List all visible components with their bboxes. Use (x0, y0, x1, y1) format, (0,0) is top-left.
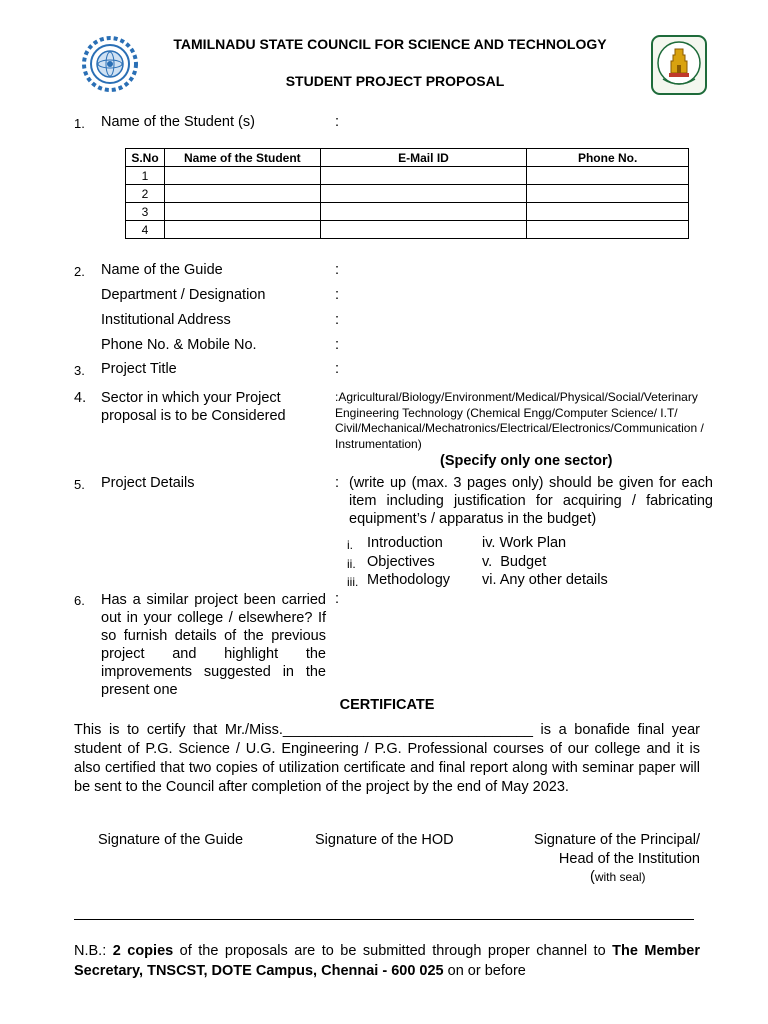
nb-text: of the proposals are to be submitted through proper channel to (173, 943, 613, 959)
phone-cell[interactable] (527, 167, 689, 185)
email-cell[interactable] (320, 221, 527, 239)
colon: : (335, 312, 340, 328)
list-item: v. Budget (482, 554, 547, 570)
student-name-cell[interactable] (164, 167, 320, 185)
certificate-heading: CERTIFICATE (339, 697, 435, 713)
row-number: 2 (126, 185, 165, 203)
certificate-body: This is to certify that Mr./Miss._______________________________ is a bonafide final year student of P.G. Science / U.G. Engineering / P.G. Professional courses of our college and it is also certified that two copies of utilization certificate and final report along with seminar paper will be sent to the Council after completion of the project by the end of May 2023. (74, 722, 700, 795)
table-header-row (126, 149, 689, 167)
column-header: Name of the Student (164, 149, 320, 167)
list-item: iv. Work Plan (482, 535, 567, 551)
row-number: 1 (126, 167, 165, 185)
phone-cell[interactable] (527, 203, 689, 221)
principal-signature (500, 831, 700, 869)
colon: : (335, 591, 340, 607)
department-label: Department / Designation (101, 287, 266, 303)
student-table (125, 148, 689, 239)
sector-label-line2: proposal is to be Considered (101, 408, 286, 424)
email-cell[interactable] (320, 203, 527, 221)
nb-suffix: on or before (443, 963, 526, 979)
address-label: Institutional Address (101, 312, 231, 328)
student-name-cell[interactable] (164, 185, 320, 203)
project-details-instructions: (write up (max. 3 pages only) should be given for each item including justification for acquiring / fabricating equipment’s / apparatus in the budget) (349, 475, 713, 527)
colon: : (335, 361, 340, 377)
nb-prefix: N.B.: (74, 943, 113, 959)
similar-project-label: Has a similar project been carried out in your college / elsewhere? If so furnish details of the previous project and highlight the improvements suggested in the present one (101, 592, 326, 698)
item-number: 5. (74, 477, 85, 492)
row-number: 3 (126, 203, 165, 221)
divider (74, 919, 694, 920)
seal-note (590, 869, 646, 885)
column-header: E-Mail ID (320, 149, 527, 167)
student-name-cell[interactable] (164, 221, 320, 239)
tnscst-logo (82, 36, 138, 92)
email-cell[interactable] (320, 167, 527, 185)
item-number: 4. (74, 390, 87, 406)
list-roman: ii. (347, 557, 356, 571)
list-roman: i. (347, 538, 353, 552)
nb-address: The Member Secretary, TNSCST, DOTE Campus, Chennai - 600 025 (74, 943, 700, 979)
principal-signature-line2: Head of the Institution (558, 851, 700, 867)
list-item: Objectives (367, 554, 435, 570)
hod-signature: Signature of the HOD (315, 832, 454, 848)
project-title-label: Project Title (101, 361, 177, 377)
colon: : (335, 475, 340, 491)
seal-text: with seal) (594, 870, 646, 884)
sector-note: (Specify only one sector) (440, 453, 613, 469)
guide-signature: Signature of the Guide (98, 832, 244, 848)
seal-paren: ( (590, 869, 595, 885)
phone-cell[interactable] (527, 185, 689, 203)
email-cell[interactable] (320, 185, 527, 203)
phone-cell[interactable] (527, 221, 689, 239)
sector-options: :Agricultural/Biology/Environment/Medical/Physical/Social/Veterinary Engineering Technology (Chemical Engg/Computer Science/ I.T/ Civil/Mechanical/Mechatronics/Electrical/Electronics/Communication / Instrumentation) (335, 390, 704, 451)
student-name-label: Name of the Student (s) (101, 114, 255, 130)
list-item: Methodology (367, 572, 451, 588)
table-row (126, 167, 689, 185)
guide-name-label: Name of the Guide (101, 262, 223, 278)
column-header: Phone No. (527, 149, 689, 167)
project-details-label: Project Details (101, 475, 195, 491)
colon: : (335, 114, 340, 130)
tamilnadu-emblem (651, 35, 707, 95)
item-number: 2. (74, 264, 85, 279)
row-number: 4 (126, 221, 165, 239)
table-row (126, 221, 689, 239)
item-number: 3. (74, 363, 85, 378)
colon: : (335, 287, 340, 303)
item-number: 1. (74, 116, 85, 131)
sector-label-line1: Sector in which your Project (101, 390, 281, 406)
table-row (126, 203, 689, 221)
form-title: STUDENT PROJECT PROPOSAL (285, 73, 505, 89)
item-number: 6. (74, 593, 85, 608)
colon: : (335, 262, 340, 278)
council-title: TAMILNADU STATE COUNCIL FOR SCIENCE AND TECHNOLOGY (173, 36, 607, 52)
nb-copies: 2 copies (112, 943, 174, 959)
nb-note (74, 941, 700, 981)
list-roman: iii. (347, 575, 359, 589)
principal-signature-line1: Signature of the Principal/ (533, 832, 700, 848)
list-item: vi. Any other details (482, 572, 608, 588)
table-row (126, 185, 689, 203)
colon: : (335, 337, 340, 353)
list-item: Introduction (367, 535, 443, 551)
student-name-cell[interactable] (164, 203, 320, 221)
column-header: S.No (126, 149, 165, 167)
phone-label: Phone No. & Mobile No. (101, 337, 257, 353)
